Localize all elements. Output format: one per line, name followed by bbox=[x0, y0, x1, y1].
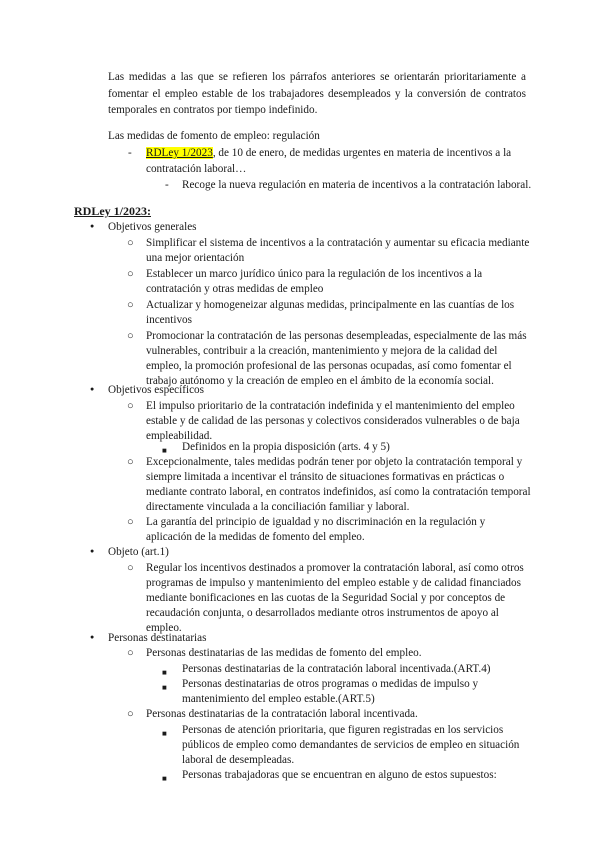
sub-list-item-cont: laboral de desempleadas. bbox=[182, 754, 295, 766]
list-item: Excepcionalmente, tales medidas podrán tener por objeto la contratación temporal y bbox=[146, 456, 523, 468]
square-bullet-icon: ■ bbox=[162, 729, 167, 738]
dash-item-2: Recoge la nueva regulación en materia de incentivos a la contratación laboral. bbox=[182, 179, 532, 191]
list-item: El impulso prioritario de la contratación indefinida y el mantenimiento del empleo bbox=[146, 400, 515, 412]
section-title: Personas destinatarias bbox=[108, 632, 207, 644]
list-item-cont: vulnerables, contribuir a la creación, mantenimiento y mejora de la calidad del bbox=[146, 345, 498, 357]
dash-item-1-text: , de 10 de enero, de medidas urgentes en materia de incentivos a la bbox=[212, 147, 512, 159]
circle-bullet-icon: ○ bbox=[127, 400, 134, 412]
section-title: Objetivos específicos bbox=[108, 384, 205, 396]
circle-bullet-icon: ○ bbox=[127, 516, 134, 528]
intro-paragraph: Las medidas a las que se refieren los párrafos anteriores se orientarán prioritariamente a fomentar el empleo estable de los trabajadores desempleados y la conversión de contratos temporales en contratos por tiempo indefinido. bbox=[108, 71, 526, 116]
sub-list-item-cont: mantenimiento del empleo estable.(ART.5) bbox=[182, 693, 375, 705]
sub-list-item: Personas destinatarias de la contratación laboral incentivada.(ART.4) bbox=[182, 663, 491, 675]
list-item-cont: programas de impulso y mantenimiento del empleo estable y de calidad financiados bbox=[146, 577, 521, 589]
dash-marker: - bbox=[128, 147, 132, 159]
circle-bullet-icon: ○ bbox=[127, 330, 134, 342]
square-bullet-icon: ■ bbox=[162, 668, 167, 677]
list-item: Actualizar y homogeneizar algunas medidas, principalmente en las cuantías de los bbox=[146, 299, 515, 311]
list-item: Establecer un marco jurídico único para la regulación de los incentivos a la bbox=[146, 268, 483, 280]
section-title: Objeto (art.1) bbox=[108, 546, 169, 558]
square-bullet-icon: ■ bbox=[162, 683, 167, 692]
list-item: La garantía del principio de igualdad y no discriminación en la regulación y bbox=[146, 516, 486, 528]
section-heading: RDLey 1/2023: bbox=[74, 204, 151, 218]
list-item-cont: contratación y otras medidas de empleo bbox=[146, 283, 324, 295]
list-item-cont: siempre limitada a incentivar el tránsito de situaciones formativas en prácticas o bbox=[146, 471, 505, 483]
section-title: Objetivos generales bbox=[108, 221, 197, 233]
list-item-cont: recaudación conjunta, o desarrollados mediante otros instrumentos de apoyo al bbox=[146, 607, 499, 619]
list-item-cont: estable y de calidad de las personas y colectivos considerados vulnerables o de baja bbox=[146, 415, 520, 427]
sub-list-item: Personas destinatarias de otros programas o medidas de impulso y bbox=[182, 678, 479, 690]
circle-bullet-icon: ○ bbox=[127, 647, 134, 659]
list-item-cont: trabajo autónomo y la creación de empleo en el ámbito de la economía social. bbox=[146, 375, 494, 387]
list-item-cont: mediante bonificaciones en las cuotas de la Seguridad Social y por conceptos de bbox=[146, 592, 506, 604]
list-item-cont: incentivos bbox=[146, 314, 192, 326]
square-bullet-icon: ■ bbox=[162, 774, 167, 783]
bullet-icon bbox=[90, 383, 94, 398]
circle-bullet-icon: ○ bbox=[127, 237, 134, 249]
list-item-cont: aplicación de la medidas de fomento del empleo. bbox=[146, 531, 365, 543]
list-item-cont: mediante contrato laboral, en contratos indefinidos, así como la contratación temporal bbox=[146, 486, 531, 498]
sub-list-item: Personas de atención prioritaria, que figuren registradas en los servicios bbox=[182, 724, 504, 736]
circle-bullet-icon: ○ bbox=[127, 299, 134, 311]
bullet-icon bbox=[90, 545, 94, 560]
dash-item-1-cont: contratación laboral… bbox=[146, 163, 247, 175]
sub-list-item-cont: públicos de empleo como demandantes de servicios de empleo en situación bbox=[182, 739, 520, 751]
list-item: Personas destinatarias de las medidas de fomento del empleo. bbox=[146, 647, 422, 659]
list-item: Personas destinatarias de la contratación laboral incentivada. bbox=[146, 708, 418, 720]
dash-marker: - bbox=[165, 179, 169, 191]
rdley-link[interactable]: RDLey 1/2023 bbox=[146, 147, 213, 159]
list-item-cont: directamente vinculada a la conciliación familiar y laboral. bbox=[146, 501, 410, 513]
list-item: Simplificar el sistema de incentivos a la contratación y aumentar su eficacia mediante bbox=[146, 237, 530, 249]
list-item: Promocionar la contratación de las personas desempleadas, especialmente de las más bbox=[146, 330, 527, 342]
circle-bullet-icon: ○ bbox=[127, 456, 134, 468]
square-bullet-icon: ■ bbox=[162, 446, 167, 455]
sub-list-item: Definidos en la propia disposición (arts. 4 y 5) bbox=[182, 441, 390, 453]
list-item-cont: empleabilidad. bbox=[146, 430, 213, 442]
circle-bullet-icon: ○ bbox=[127, 562, 134, 574]
circle-bullet-icon: ○ bbox=[127, 708, 134, 720]
bullet-icon bbox=[90, 220, 94, 235]
list-item: Regular los incentivos destinados a promover la contratación laboral, así como otros bbox=[146, 562, 524, 574]
dash-item-1 bbox=[146, 146, 511, 160]
sub-list-item: Personas trabajadoras que se encuentran en alguno de estos supuestos: bbox=[182, 769, 497, 781]
list-item-cont: una mejor orientación bbox=[146, 252, 245, 264]
circle-bullet-icon: ○ bbox=[127, 268, 134, 280]
intro-subtitle: Las medidas de fomento de empleo: regulación bbox=[108, 130, 320, 142]
list-item-cont: empleo. bbox=[146, 622, 182, 634]
list-item-cont: empleo, la promoción profesional de las personas ocupadas, así como fomentar el bbox=[146, 360, 512, 372]
bullet-icon bbox=[90, 631, 94, 646]
